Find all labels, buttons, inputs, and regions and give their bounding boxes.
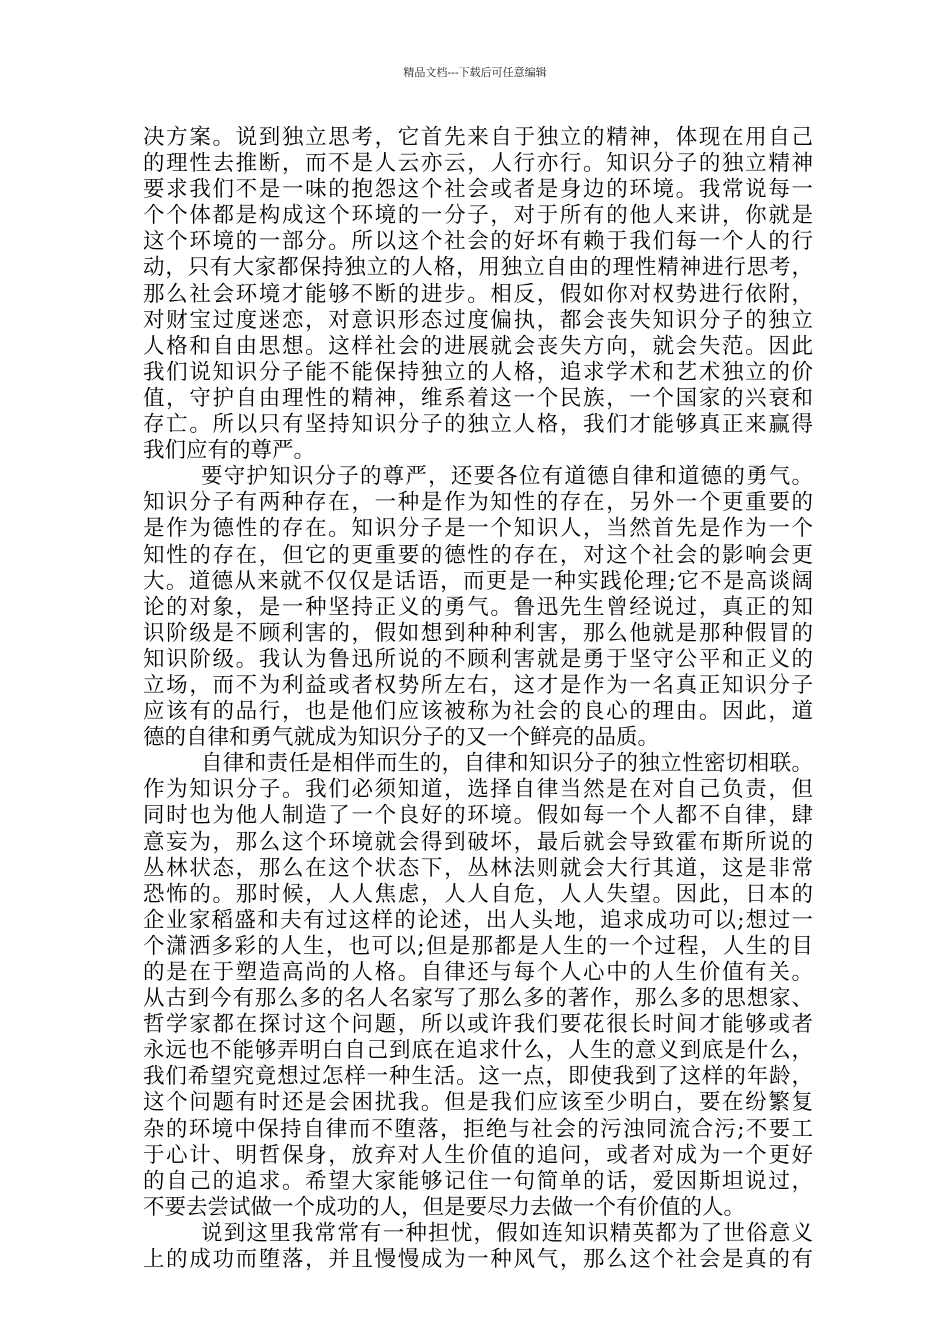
paragraph — [143, 125, 813, 464]
text-line: 从古到今有那么多的名人名家写了那么多的著作，那么多的思想家、 — [143, 986, 813, 1012]
text-line: 上的成功而堕落，并且慢慢成为一种风气，那么这个社会是真的有 — [143, 1247, 813, 1273]
text-line: 恐怖的。那时候，人人焦虑，人人自危，人人失望。因此，日本的 — [143, 881, 813, 907]
text-line: 意妄为，那么这个环境就会得到破坏，最后就会导致霍布斯所说的 — [143, 829, 813, 855]
text-line: 要求我们不是一味的抱怨这个社会或者是身边的环境。我常说每一 — [143, 177, 813, 203]
text-line: 存亡。所以只有坚持知识分子的独立人格，我们才能够真正来赢得 — [143, 412, 813, 438]
paragraph — [143, 1221, 813, 1273]
text-line: 的理性去推断，而不是人云亦云，人行亦行。知识分子的独立精神 — [143, 151, 813, 177]
text-line: 决方案。说到独立思考，它首先来自于独立的精神，体现在用自己 — [143, 125, 813, 150]
text-line: 杂的环境中保持自律而不堕落，拒绝与社会的污浊同流合污;不要工 — [143, 1116, 813, 1142]
text-line: 作为知识分子。我们必须知道，选择自律当然是在对自己负责，但 — [143, 777, 813, 803]
text-line: 知识分子有两种存在，一种是作为知性的存在，另外一个更重要的 — [143, 490, 813, 516]
text-line: 自律和责任是相伴而生的，自律和知识分子的独立性密切相联。 — [201, 751, 813, 777]
text-line: 的是在于塑造高尚的人格。自律还与每个人心中的人生价值有关。 — [143, 960, 813, 985]
text-line: 我们应有的尊严。 — [143, 438, 316, 464]
text-line: 德的自律和勇气就成为知识分子的又一个鲜亮的品质。 — [143, 725, 660, 751]
text-line: 立场，而不为利益或者权势所左右，这才是作为一名真正知识分子 — [143, 672, 813, 698]
text-line: 永远也不能够弄明白自己到底在追求什么，人生的意义到底是什么， — [143, 1038, 813, 1064]
text-line: 于心计、明哲保身，放弃对人生价值的追问，或者对成为一个更好 — [143, 1142, 813, 1168]
text-line: 大。道德从来就不仅仅是话语，而更是一种实践伦理;它不是高谈阔 — [143, 568, 813, 594]
text-line: 企业家稻盛和夫有过这样的论述，出人头地，追求成功可以;想过一 — [143, 907, 813, 933]
body-text — [143, 125, 813, 1273]
text-line: 知性的存在，但它的更重要的德性的存在，对这个社会的影响会更 — [143, 542, 813, 568]
text-line: 要守护知识分子的尊严，还要各位有道德自律和道德的勇气。 — [201, 464, 813, 490]
text-line: 是作为德性的存在。知识分子是一个知识人，当然首先是作为一个 — [143, 516, 813, 542]
text-line: 我们说知识分子能不能保持独立的人格，追求学术和艺术独立的价 — [143, 359, 813, 385]
text-line: 应该有的品行，也是他们应该被称为社会的良心的理由。因此，道 — [143, 699, 813, 725]
text-line: 丛林状态，那么在这个状态下，丛林法则就会大行其道，这是非常 — [143, 855, 813, 881]
page-header: 精品文档---下载后可任意编辑 — [403, 66, 547, 79]
text-line: 这个问题有时还是会困扰我。但是我们应该至少明白，要在纷繁复 — [143, 1090, 813, 1116]
paragraph — [143, 464, 813, 751]
text-line: 知识阶级。我认为鲁迅所说的不顾利害就是勇于坚守公平和正义的 — [143, 646, 813, 672]
text-line: 的自己的追求。希望大家能够记住一句简单的话，爱因斯坦说过， — [143, 1168, 813, 1194]
text-line: 我们希望究竟想过怎样一种生活。这一点，即使我到了这样的年龄， — [143, 1064, 813, 1090]
text-line: 个个体都是构成这个环境的一分子，对于所有的他人来讲，你就是 — [143, 203, 813, 229]
text-line: 论的对象，是一种坚持正义的勇气。鲁迅先生曾经说过，真正的知 — [143, 594, 813, 620]
text-line: 这个环境的一部分。所以这个社会的好坏有赖于我们每一个人的行 — [143, 229, 813, 255]
text-line: 不要去尝试做一个成功的人，但是要尽力去做一个有价值的人。 — [143, 1194, 746, 1220]
text-line: 同时也为他人制造了一个良好的环境。假如每一个人都不自律，肆 — [143, 803, 813, 829]
text-line: 说到这里我常常有一种担忧，假如连知识精英都为了世俗意义 — [201, 1220, 813, 1246]
text-line: 那么社会环境才能够不断的进步。相反，假如你对权势进行依附， — [143, 281, 813, 307]
text-line: 哲学家都在探讨这个问题，所以或许我们要花很长时间才能够或者 — [143, 1012, 813, 1038]
paragraph — [143, 751, 813, 1221]
text-line: 识阶级是不顾利害的，假如想到种种利害，那么他就是那种假冒的 — [143, 620, 813, 646]
text-line: 个潇洒多彩的人生，也可以;但是那都是人生的一个过程，人生的目 — [143, 933, 813, 959]
text-line: 动，只有大家都保持独立的人格，用独立自由的理性精神进行思考， — [143, 255, 813, 281]
text-line: 值，守护自由理性的精神，维系着这一个民族，一个国家的兴衰和 — [143, 385, 813, 411]
text-line: 人格和自由思想。这样社会的进展就会丧失方向，就会失范。因此 — [143, 333, 813, 359]
text-line: 对财宝过度迷恋，对意识形态过度偏执，都会丧失知识分子的独立 — [143, 307, 813, 333]
